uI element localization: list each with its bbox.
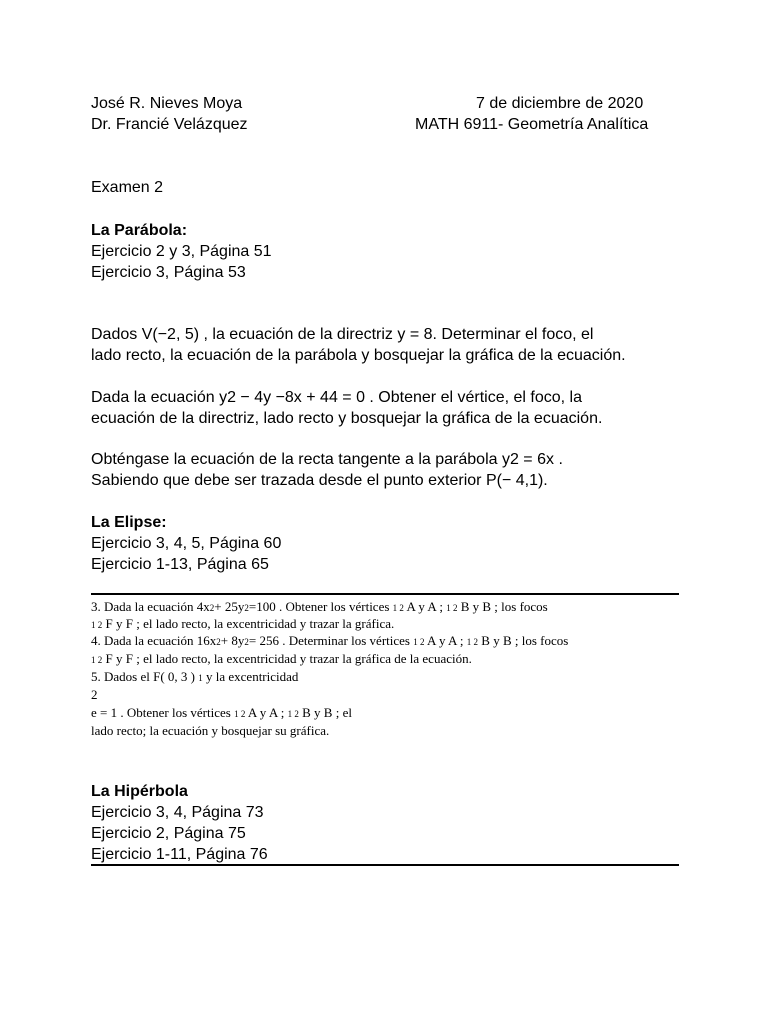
- hiperbola-ref: Ejercicio 1-11, Página 76: [91, 846, 268, 863]
- parabola-problem-line: Sabiendo que debe ser trazada desde el punto exterior P(− 4,1).: [91, 472, 548, 489]
- elipse-problem-line: 1 2 F y F ; el lado recto, la excentricidad y trazar la gráfica.: [91, 616, 395, 631]
- exam-date: 7 de diciembre de 2020: [476, 95, 644, 112]
- elipse-ref: Ejercicio 3, 4, 5, Página 60: [91, 535, 282, 552]
- elipse-ref: Ejercicio 1-13, Página 65: [91, 556, 269, 573]
- elipse-problem-line: 4. Dada la ecuación 16x2+ 8y2= 256 . Determinar los vértices 1 2 A y A ; 1 2 B y B ; los focos: [91, 633, 569, 648]
- elipse-problem-line: 5. Dados el F( 0, 3 ) 1 y la excentricidad: [91, 669, 299, 684]
- parabola-problem-line: Dados V(−2, 5) , la ecuación de la directriz y = 8. Determinar el foco, el: [91, 326, 594, 343]
- exam-title: Examen 2: [91, 179, 164, 196]
- parabola-heading: La Parábola:: [91, 222, 188, 239]
- author-name: José R. Nieves Moya: [91, 95, 243, 112]
- elipse-problem-line: e = 1 . Obtener los vértices 1 2 A y A ; 1 2 B y B ; el: [91, 705, 352, 720]
- elipse-problem-line: lado recto; la ecuación y bosquejar su gráfica.: [91, 723, 330, 738]
- parabola-ref: Ejercicio 2 y 3, Página 51: [91, 243, 272, 260]
- elipse-problem-line: 1 2 F y F ; el lado recto, la excentricidad y trazar la gráfica de la ecuación.: [91, 651, 472, 666]
- parabola-ref: Ejercicio 3, Página 53: [91, 264, 246, 281]
- parabola-problem-line: lado recto, la ecuación de la parábola y bosquejar la gráfica de la ecuación.: [91, 347, 626, 364]
- elipse-heading: La Elipse:: [91, 514, 167, 531]
- elipse-problem-line: 3. Dada la ecuación 4x2+ 25y2=100 . Obtener los vértices 1 2 A y A ; 1 2 B y B ; los focos: [91, 599, 548, 614]
- professor-name: Dr. Francié Velázquez: [91, 116, 248, 133]
- hiperbola-ref: Ejercicio 3, 4, Página 73: [91, 804, 264, 821]
- elipse-problem-line: 2: [91, 687, 98, 702]
- divider-bottom: [91, 864, 679, 866]
- hiperbola-ref: Ejercicio 2, Página 75: [91, 825, 246, 842]
- course-name: MATH 6911- Geometría Analítica: [415, 116, 649, 133]
- hiperbola-heading: La Hipérbola: [91, 783, 188, 800]
- parabola-problem-line: Dada la ecuación y2 − 4y −8x + 44 = 0 . Obtener el vértice, el foco, la: [91, 389, 582, 406]
- parabola-problem-line: Obténgase la ecuación de la recta tangente a la parábola y2 = 6x .: [91, 451, 563, 468]
- parabola-problem-line: ecuación de la directriz, lado recto y bosquejar la gráfica de la ecuación.: [91, 410, 603, 427]
- divider-top: [91, 593, 679, 595]
